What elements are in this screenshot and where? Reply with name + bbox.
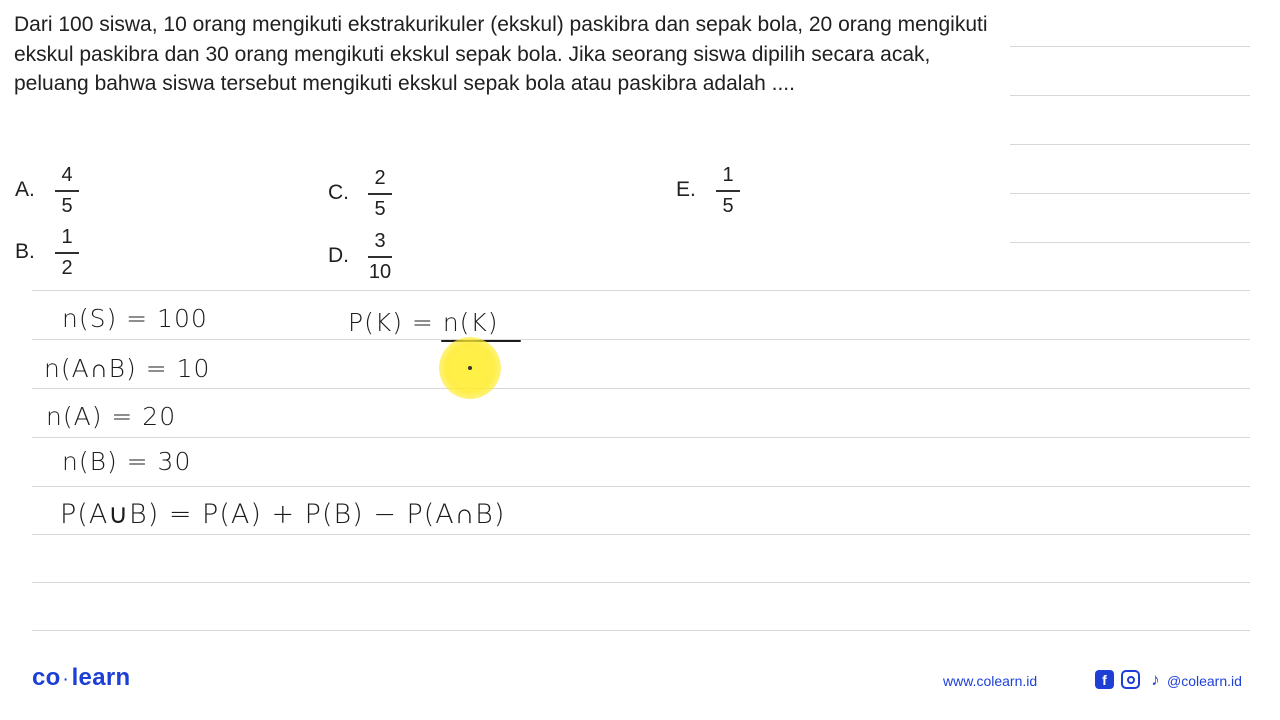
choice-letter: E. — [676, 178, 696, 202]
numerator: 3 — [374, 230, 386, 252]
pen-dot — [468, 366, 472, 370]
fraction — [55, 225, 79, 280]
tiktok-icon[interactable] — [1146, 670, 1165, 689]
choice-letter: A. — [15, 178, 35, 202]
denominator: 5 — [61, 194, 73, 217]
denominator: 5 — [722, 194, 734, 217]
ruled-line — [32, 437, 1250, 438]
denominator: 5 — [374, 197, 386, 220]
logo-separator: · — [63, 670, 69, 687]
fraction-bar — [368, 193, 392, 195]
ruled-line — [1010, 193, 1250, 194]
handwritten-probability-formula: P(K) = n(K) — [348, 308, 499, 337]
fraction — [716, 163, 740, 218]
choice-letter: D. — [328, 244, 349, 268]
handwritten-n-intersection: n(A∩B) = 10 — [44, 354, 211, 383]
choice-b[interactable] — [15, 225, 79, 280]
numerator: 2 — [374, 167, 386, 189]
facebook-icon[interactable] — [1095, 670, 1114, 689]
tiktok-glyph: ♪ — [1151, 669, 1160, 689]
numerator: 4 — [61, 164, 73, 186]
ruled-line — [32, 290, 1250, 291]
choice-a[interactable] — [15, 163, 79, 218]
fraction — [368, 166, 392, 221]
logo-learn: learn — [71, 664, 131, 691]
logo-co: co — [32, 664, 61, 691]
colearn-logo — [32, 664, 130, 692]
ruled-line — [32, 339, 1250, 340]
handwritten-ns: n(S) = 100 — [62, 304, 208, 333]
denominator: 2 — [61, 256, 73, 279]
choice-c[interactable] — [328, 166, 392, 221]
choice-letter: B. — [15, 240, 35, 264]
ruled-line — [32, 630, 1250, 631]
choice-e[interactable] — [676, 163, 740, 218]
fraction-bar — [368, 256, 392, 258]
social-handle[interactable]: @colearn.id — [1167, 673, 1242, 689]
ruled-line — [32, 534, 1250, 535]
numerator: 1 — [61, 226, 73, 248]
fraction-bar — [55, 190, 79, 192]
fraction — [368, 229, 392, 284]
ruled-line — [1010, 95, 1250, 96]
fraction-bar — [716, 190, 740, 192]
facebook-glyph: f — [1102, 671, 1107, 688]
ruled-line — [1010, 144, 1250, 145]
handwritten-nb: n(B) = 30 — [62, 447, 192, 476]
denominator: 10 — [368, 260, 392, 283]
ruled-line — [1010, 242, 1250, 243]
fraction-bar — [55, 252, 79, 254]
ruled-line — [32, 582, 1250, 583]
ruled-line — [32, 388, 1250, 389]
question-text: Dari 100 siswa, 10 orang mengikuti ekstrakurikuler (ekskul) paskibra dan sepak bola, 20 orang mengikuti ekskul paskibra dan 30 orang mengikuti ekskul sepak bola. Jika seorang siswa dipilih secara acak, peluang bahwa siswa tersebut mengikuti ekskul sepak bola atau paskibra adalah .... — [14, 13, 988, 95]
ruled-line — [32, 486, 1250, 487]
fraction — [55, 163, 79, 218]
choice-letter: C. — [328, 181, 349, 205]
instagram-icon[interactable] — [1121, 670, 1140, 689]
website-link[interactable]: www.colearn.id — [943, 673, 1038, 689]
handwritten-na: n(A) = 20 — [46, 402, 177, 431]
numerator: 1 — [722, 164, 734, 186]
instagram-lens — [1127, 676, 1135, 684]
handwritten-union-formula: P(A∪B) = P(A) + P(B) − P(A∩B) — [60, 499, 506, 530]
ruled-line — [1010, 46, 1250, 47]
choice-d[interactable] — [328, 229, 392, 284]
